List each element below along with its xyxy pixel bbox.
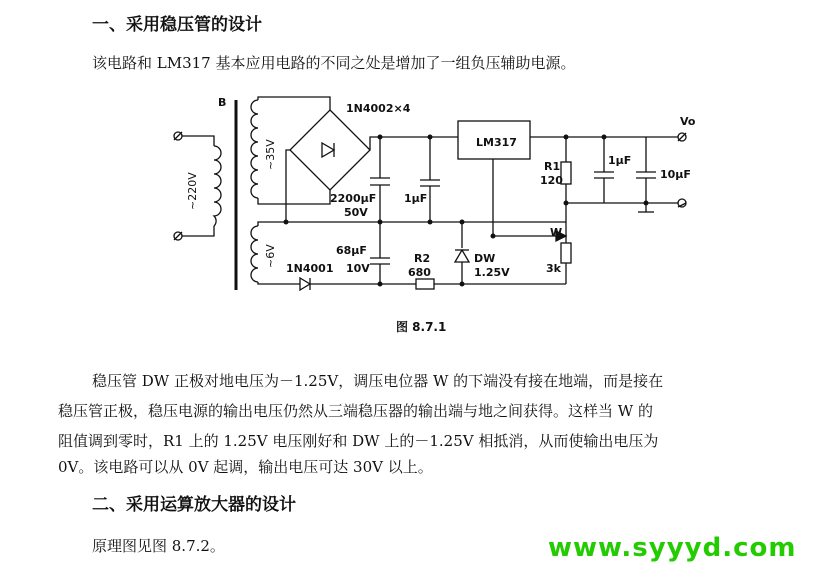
label-r1-name: R1 [544, 160, 561, 173]
label-bridge: 1N4002×4 [346, 102, 411, 115]
label-r1-value: 120 [540, 174, 563, 187]
body-line-3: 阻值调到零时，R1 上的 1.25V 电压刚好和 DW 上的－1.25V 相抵消，从而使输出电压为 [58, 432, 659, 450]
label-c-out1: 1μF [608, 154, 632, 167]
label-zener-name: DW [474, 252, 496, 265]
label-pot-name: W [550, 226, 563, 239]
label-r2-name: R2 [414, 252, 431, 265]
primary-coil [214, 146, 221, 226]
label-c-main-value: 2200μF [330, 192, 377, 205]
label-zener-voltage: 1.25V [474, 266, 510, 279]
secondary-coil-high [251, 100, 258, 198]
label-r2-value: 680 [408, 266, 431, 279]
label-c-bypass: 1μF [404, 192, 428, 205]
section-1-intro: 该电路和 LM317 基本应用电路的不同之处是增加了一组负压辅助电源。 [92, 54, 576, 72]
section-2-intro: 原理图见图 8.7.2。 [92, 537, 225, 555]
label-secondary-high: ~35V [264, 139, 277, 170]
figure-caption: 图 8.7.1 [396, 320, 447, 334]
label-input-voltage: ~220V [186, 172, 199, 210]
body-line-4: 0V。该电路可以从 0V 起调，输出电压可达 30V 以上。 [58, 458, 433, 476]
body-line-1: 稳压管 DW 正极对地电压为－1.25V，调压电位器 W 的下端没有接在地端，而是接在 [92, 372, 664, 390]
section-2-heading: 二、采用运算放大器的设计 [92, 495, 296, 515]
label-regulator: LM317 [476, 136, 517, 149]
potentiometer-w [561, 243, 571, 263]
label-transformer: B [218, 96, 227, 109]
label-diode: 1N4001 [286, 262, 334, 275]
bridge-rectifier [290, 110, 370, 190]
section-1-heading: 一、采用稳压管的设计 [92, 15, 262, 35]
label-pot-value: 3k [546, 262, 561, 275]
label-secondary-low: ~6V [264, 244, 277, 268]
label-c-main-voltage: 50V [344, 206, 368, 219]
watermark: www.syyyd.com [548, 533, 797, 563]
label-output: Vo [680, 115, 696, 128]
body-line-2: 稳压管正极，稳压电源的输出电压仍然从三端稳压器的输出端与地之间获得。这样当 W 的 [58, 402, 653, 420]
label-c-neg-voltage: 10V [346, 262, 370, 275]
label-c-neg-value: 68μF [336, 244, 367, 257]
secondary-coil-low [251, 226, 258, 282]
label-c-out2: 10μF [660, 168, 691, 181]
